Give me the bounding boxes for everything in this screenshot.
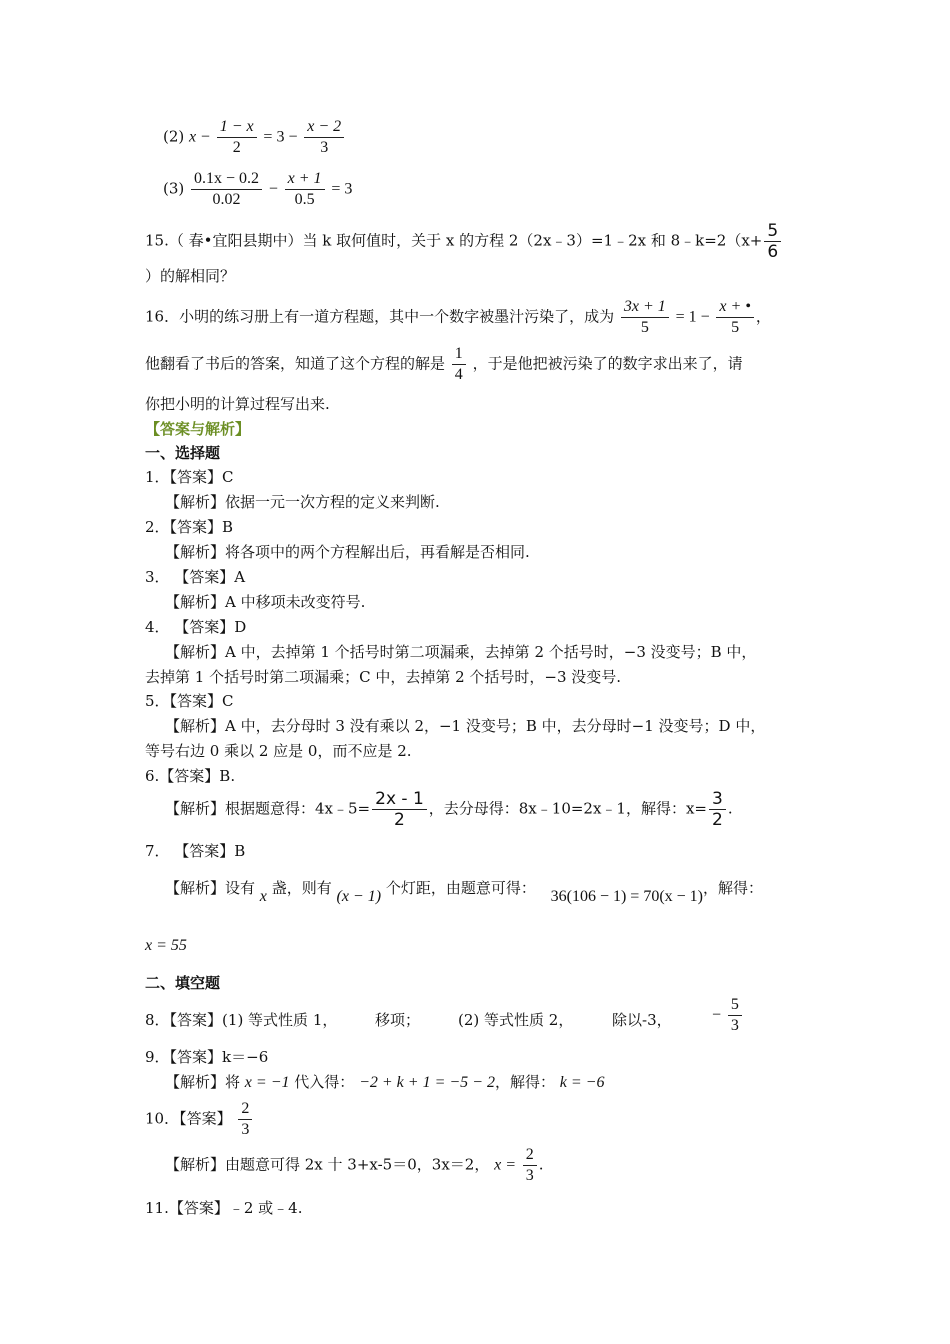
math-expression: x =: [494, 1156, 517, 1174]
answer-8-part-2: 移项；: [375, 1011, 421, 1029]
denominator: 3: [730, 1017, 739, 1034]
answer-text: 10．【答案】: [145, 1109, 232, 1128]
question-text: ，于是他把被污染了的数字求出来了，请: [472, 354, 743, 373]
answer-text: 8．【答案】(1) 等式性质 1，: [145, 1011, 338, 1029]
numerator: 3: [709, 790, 726, 810]
answer-2: 2．【答案】B: [145, 518, 234, 536]
denominator: 6: [767, 242, 779, 262]
explanation-text: ，解得：: [494, 1073, 555, 1091]
explanation-7: [165, 878, 764, 905]
answer-10: [145, 1100, 254, 1139]
punctuation: .: [727, 799, 733, 818]
explanation-5-line-1: 【解析】A 中，去分母时 3 没有乘以 2，−1 没变号；B 中，去分母时−1 没变号；D 中，: [165, 717, 766, 735]
explanation-1: 【解析】依据一元一次方程的定义来判断.: [165, 493, 440, 511]
explanation-4-line-2: 去掉第 1 个括号时第二项漏乘；C 中，去掉第 2 个括号时，−3 没变号.: [145, 668, 622, 686]
math-op: −: [712, 1006, 722, 1024]
numerator: 2: [238, 1100, 252, 1120]
numerator: x − 2: [304, 118, 344, 138]
answer-8: [145, 1010, 337, 1030]
denominator: 3: [241, 1121, 250, 1138]
section-1-title: 一、选择题: [145, 444, 221, 462]
denominator: 0.02: [212, 191, 241, 208]
fraction: [191, 170, 262, 209]
math-equation: −2 + k + 1 = −5 − 2: [359, 1074, 495, 1091]
math-equation: 36(106 − 1) = 70(x − 1): [550, 888, 704, 905]
answer-8-part-3: (2) 等式性质 2，: [458, 1011, 574, 1029]
equation-label: (2): [163, 127, 185, 146]
numerator: 1 − x: [217, 118, 257, 138]
explanation-9: [165, 1072, 604, 1093]
punctuation: ，: [755, 307, 771, 326]
answer-3: 3． 【答案】A: [145, 568, 246, 586]
fraction: [523, 1146, 537, 1185]
numerator: 5: [764, 222, 781, 242]
explanation-6: [165, 790, 733, 829]
explanation-text: 【解析】设有: [165, 879, 256, 897]
numerator: x + •: [716, 298, 754, 318]
equation-2: [163, 118, 346, 157]
denominator: 0.5: [294, 191, 315, 208]
explanation-text: ，解得：: [703, 879, 764, 897]
explanation-10: [165, 1146, 544, 1185]
explanation-text: 代入得：: [294, 1073, 355, 1091]
answer-4: 4． 【答案】D: [145, 618, 247, 636]
explanation-3: 【解析】A 中移项未改变符号.: [165, 593, 366, 611]
explanation-text: 【解析】将: [165, 1073, 241, 1091]
answer-1: 1．【答案】C: [145, 468, 234, 486]
math-op: = 1 −: [675, 308, 710, 326]
denominator: 4: [454, 366, 463, 383]
answer-5: 5．【答案】C: [145, 692, 234, 710]
fraction: [285, 170, 325, 209]
answer-8-fraction: [712, 996, 744, 1035]
denominator: 5: [731, 319, 740, 336]
fraction: [709, 790, 726, 829]
math-var: x: [259, 888, 267, 905]
math-expression: (x − 1): [336, 888, 382, 905]
answer-6: 6.【答案】B.: [145, 767, 236, 785]
explanation-4-line-1: 【解析】A 中，去掉第 1 个括号时第二项漏乘，去掉第 2 个括号时，−3 没变号；B 中，: [165, 643, 757, 661]
math-solution: k = −6: [559, 1074, 605, 1091]
numerator: 0.1x − 0.2: [191, 170, 262, 190]
math-op: = 3 −: [263, 128, 298, 146]
question-16-line-1: [145, 298, 771, 337]
fraction: [304, 118, 344, 157]
math-op: −: [200, 128, 210, 146]
fraction: [764, 222, 781, 261]
explanation-text: 【解析】根据题意得：4x﹣5=: [165, 799, 371, 818]
denominator: 2: [712, 810, 723, 830]
fraction: [716, 298, 754, 337]
question-15: [145, 222, 783, 261]
question-15-tail: ）的解相同？: [145, 267, 236, 285]
question-text: 他翻看了书后的答案，知道了这个方程的解是: [145, 354, 446, 373]
numerator: 5: [728, 996, 742, 1016]
answer-7-result: x = 55: [145, 937, 187, 954]
math-op: = 3: [331, 180, 353, 198]
math-expression: x = −1: [244, 1074, 290, 1091]
answer-9: 9．【答案】k＝−6: [145, 1048, 269, 1066]
equation-3: [163, 170, 352, 209]
denominator: 3: [525, 1167, 534, 1184]
denominator: 5: [640, 319, 649, 336]
question-16-line-2: [145, 345, 743, 384]
fraction: [372, 790, 427, 829]
math-var: x: [189, 128, 197, 146]
section-2-title: 二、填空题: [145, 974, 221, 992]
fraction: [621, 298, 669, 337]
fraction: [217, 118, 257, 157]
fraction: [238, 1100, 252, 1139]
fraction: [728, 996, 742, 1035]
numerator: 2: [523, 1146, 537, 1166]
explanation-text: ，去分母得：8x﹣10=2x﹣1，解得：x=: [428, 799, 707, 818]
question-16-line-3: 你把小明的计算过程写出来.: [145, 395, 330, 413]
numerator: 1: [452, 345, 466, 365]
denominator: 2: [232, 139, 241, 156]
numerator: 2x - 1: [372, 790, 427, 810]
explanation-5-line-2: 等号右边 0 乘以 2 应是 0，而不应是 2.: [145, 742, 412, 760]
explanation-text: 个灯距，由题意可得：: [385, 879, 536, 897]
punctuation: .: [538, 1155, 544, 1174]
answer-11: 11.【答案】﹣2 或﹣4.: [145, 1199, 303, 1217]
equation-label: (3): [163, 179, 185, 198]
question-text: 15.（ 春•宜阳县期中）当 k 取何值时，关于 x 的方程 2（2x﹣3）=1﹣2x 和 8﹣k=2（x+: [145, 231, 763, 250]
question-text: 16．小明的练习册上有一道方程题，其中一个数字被墨汁污染了，成为: [145, 307, 615, 326]
answer-8-part-4: 除以-3，: [612, 1011, 672, 1029]
answers-header: 【答案与解析】: [145, 420, 251, 438]
explanation-2: 【解析】将各项中的两个方程解出后，再看解是否相同.: [165, 543, 530, 561]
math-op: −: [268, 180, 278, 198]
denominator: 3: [320, 139, 329, 156]
explanation-text: 【解析】由题意可得 2x 十 3+x-5＝0，3x＝2，: [165, 1155, 490, 1174]
answer-7: 7． 【答案】B: [145, 842, 246, 860]
numerator: 3x + 1: [621, 298, 669, 318]
denominator: 2: [394, 810, 405, 830]
numerator: x + 1: [285, 170, 325, 190]
fraction: [452, 345, 466, 384]
explanation-text: 盏，则有: [271, 879, 332, 897]
